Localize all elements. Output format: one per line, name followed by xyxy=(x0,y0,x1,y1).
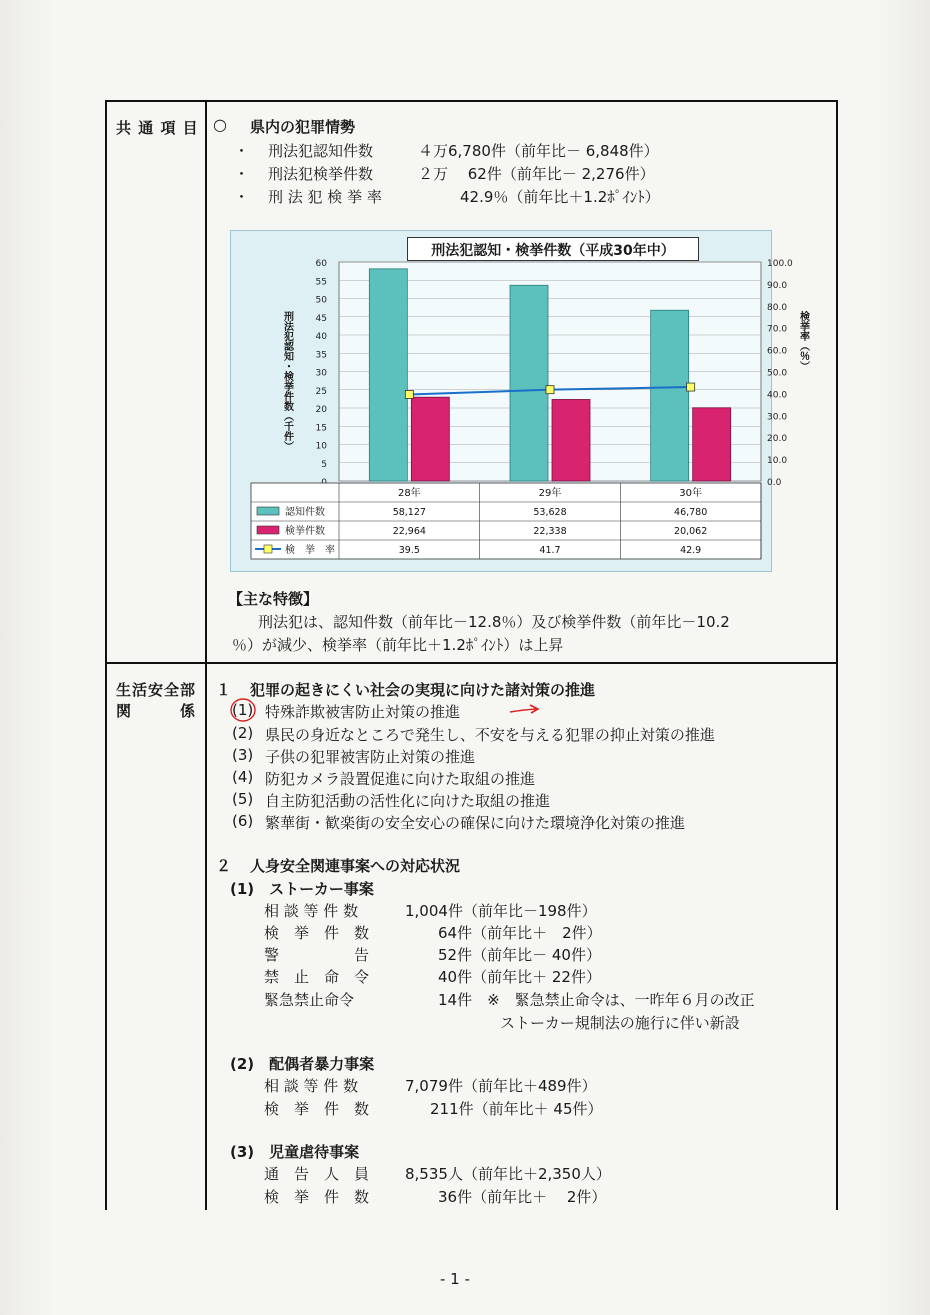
bar-recognized xyxy=(369,269,407,481)
stalker-note: ストーカー規制法の施行に伴い新設 xyxy=(500,1014,740,1032)
stalker-value: 14件 ※ 緊急禁止命令は、一昨年６月の改正 xyxy=(438,991,755,1009)
dv-label: 検 挙 件 数 xyxy=(264,1100,370,1118)
bullet-value: ４万6,780件（前年比－ 6,848件） xyxy=(418,142,659,160)
data-label: 42.9 xyxy=(680,545,702,556)
y-tick-label: 25 xyxy=(315,386,327,397)
dv-value: 7,079件（前年比＋489件） xyxy=(405,1077,597,1095)
item1-number: １ xyxy=(216,681,232,699)
y-tick-label: 40 xyxy=(315,332,327,342)
y-tick-label: 60 xyxy=(315,259,327,269)
y-tick-label: 50 xyxy=(315,295,327,306)
data-label: 53,628 xyxy=(533,507,567,518)
legend-label: 認知件数 xyxy=(285,507,325,518)
y2-tick-label: 40.0 xyxy=(767,390,788,401)
list-number: (4) xyxy=(232,768,254,786)
y2-tick-label: 50.0 xyxy=(767,368,788,379)
list-text: 子供の犯罪被害防止対策の推進 xyxy=(265,748,476,766)
stalker-value: 52件（前年比－ 40件） xyxy=(438,946,601,964)
data-label: 20,062 xyxy=(674,526,708,537)
features-heading: 【主な特徴】 xyxy=(228,590,319,608)
stalker-value: 40件（前年比＋ 22件） xyxy=(438,968,601,986)
bullet-value: ２万 62件（前年比－ 2,276件） xyxy=(418,165,655,183)
y2-tick-label: 0.0 xyxy=(767,478,782,488)
y-tick-label: 5 xyxy=(321,459,327,470)
data-label: 39.5 xyxy=(398,545,420,556)
bullet-mark: ・ xyxy=(234,165,250,183)
y2-tick-label: 10.0 xyxy=(767,456,788,467)
category-common: 共 通 項 目 xyxy=(116,119,199,137)
data-label: 58,127 xyxy=(392,507,426,518)
category-safety-line2: 関 係 xyxy=(116,702,197,720)
item2-number: ２ xyxy=(216,857,232,875)
bar-recognized xyxy=(651,310,689,481)
y-tick-label: 15 xyxy=(315,423,327,434)
red-circle-annotation xyxy=(229,697,259,723)
bullet-label: 刑法犯検挙件数 xyxy=(268,165,374,183)
table-divider xyxy=(205,100,207,1210)
y-tick-label: 55 xyxy=(315,277,327,288)
features-line2: ％）が減少、検挙率（前年比＋1.2ﾎﾟｲﾝﾄ）は上昇 xyxy=(232,636,564,654)
list-number: (2) xyxy=(232,724,254,742)
heading-mark: ○ xyxy=(213,115,227,134)
data-label: 22,964 xyxy=(392,526,426,537)
stalker-value: 1,004件（前年比－198件） xyxy=(405,902,597,920)
stalker-value: 64件（前年比＋ 2件） xyxy=(438,924,602,942)
dv-value: 211件（前年比＋ 45件） xyxy=(430,1100,603,1118)
row-separator xyxy=(105,662,838,664)
stalker-label: 相 談 等 件 数 xyxy=(264,902,359,920)
legend-marker-rate xyxy=(264,545,272,553)
y-tick-label: 20 xyxy=(315,405,327,415)
abuse-label: 通 告 人 員 xyxy=(264,1165,370,1183)
stalker-heading: (1) ストーカー事案 xyxy=(230,880,374,898)
abuse-label: 検 挙 件 数 xyxy=(264,1188,370,1206)
legend-swatch-cleared xyxy=(257,526,279,534)
bar-cleared xyxy=(693,408,731,481)
list-text: 県民の身近なところで発生し、不安を与える犯罪の抑止対策の推進 xyxy=(265,726,715,744)
stalker-label: 警 告 xyxy=(264,946,370,964)
x-tick-label: 29年 xyxy=(538,488,562,499)
bullet-mark: ・ xyxy=(234,142,250,160)
red-arrow-annotation xyxy=(508,703,542,717)
list-number: (3) xyxy=(232,746,254,764)
legend-label: 検 挙 率 xyxy=(285,545,335,556)
bullet-value: 42.9％（前年比＋1.2ﾎﾟｲﾝﾄ） xyxy=(460,188,660,206)
y2-tick-label: 80.0 xyxy=(767,302,788,313)
y-axis-label: 刑法犯認知・検挙件数（千件） xyxy=(281,311,293,451)
rate-point xyxy=(546,386,554,394)
bullet-label: 刑 法 犯 検 挙 率 xyxy=(268,188,382,206)
y2-tick-label: 20.0 xyxy=(767,434,788,445)
legend-swatch-recognized xyxy=(257,507,279,515)
page-number: - 1 - xyxy=(440,1270,470,1288)
crime-chart xyxy=(230,230,809,572)
bar-recognized xyxy=(510,285,548,481)
table-top-border xyxy=(105,100,838,102)
list-text: 防犯カメラ設置促進に向けた取組の推進 xyxy=(265,770,536,788)
bar-cleared xyxy=(411,397,449,481)
y-tick-label: 30 xyxy=(315,368,327,379)
y2-tick-label: 30.0 xyxy=(767,412,788,423)
y2-tick-label: 70.0 xyxy=(767,324,788,335)
features-line1: 刑法犯は、認知件数（前年比－12.8％）及び検挙件数（前年比－10.2 xyxy=(258,613,730,631)
abuse-value: 8,535人（前年比＋2,350人） xyxy=(405,1165,611,1183)
stalker-label: 検 挙 件 数 xyxy=(264,924,370,942)
dv-label: 相 談 等 件 数 xyxy=(264,1077,359,1095)
y-tick-label: 45 xyxy=(315,313,327,324)
stalker-label: 緊急禁止命令 xyxy=(264,991,355,1009)
bullet-mark: ・ xyxy=(234,188,250,206)
section1-heading: 県内の犯罪情勢 xyxy=(250,118,356,136)
list-number: (5) xyxy=(232,790,254,808)
chart-svg xyxy=(231,231,809,571)
list-number: (1) xyxy=(232,701,254,719)
table-left-border xyxy=(105,100,107,1210)
chart-title: 刑法犯認知・検挙件数（平成30年中） xyxy=(431,243,675,259)
rate-point xyxy=(405,390,413,398)
data-label: 46,780 xyxy=(674,507,708,518)
bar-cleared xyxy=(552,399,590,481)
abuse-heading: (3) 児童虐待事案 xyxy=(230,1143,360,1161)
bullet-label: 刑法犯認知件数 xyxy=(268,142,374,160)
table-right-border xyxy=(836,100,838,1210)
rate-point xyxy=(687,383,695,391)
x-tick-label: 28年 xyxy=(397,488,421,499)
list-number: (6) xyxy=(232,812,254,830)
item1-heading: 犯罪の起きにくい社会の実現に向けた諸対策の推進 xyxy=(250,681,596,699)
category-safety-line1: 生活安全部 xyxy=(116,681,197,699)
y2-tick-label: 100.0 xyxy=(767,259,793,269)
legend-label: 検挙件数 xyxy=(285,526,325,537)
abuse-value: 36件（前年比＋ 2件） xyxy=(438,1188,607,1206)
list-text: 自主防犯活動の活性化に向けた取組の推進 xyxy=(265,792,551,810)
stalker-label: 禁 止 命 令 xyxy=(264,968,370,986)
dv-heading: (2) 配偶者暴力事案 xyxy=(230,1055,375,1073)
item2-heading: 人身安全関連事案への対応状況 xyxy=(250,857,461,875)
y2-tick-label: 90.0 xyxy=(767,280,788,291)
data-label: 41.7 xyxy=(539,545,561,556)
y2-axis-label: 検挙率（％） xyxy=(797,311,809,371)
list-text: 繁華街・歓楽街の安全安心の確保に向けた環境浄化対策の推進 xyxy=(265,814,686,832)
x-tick-label: 30年 xyxy=(679,488,703,499)
y-tick-label: 35 xyxy=(315,350,327,361)
list-text: 特殊詐欺被害防止対策の推進 xyxy=(265,703,461,721)
y-tick-label: 10 xyxy=(315,441,327,452)
data-label: 22,338 xyxy=(533,526,567,537)
y2-tick-label: 60.0 xyxy=(767,346,788,357)
